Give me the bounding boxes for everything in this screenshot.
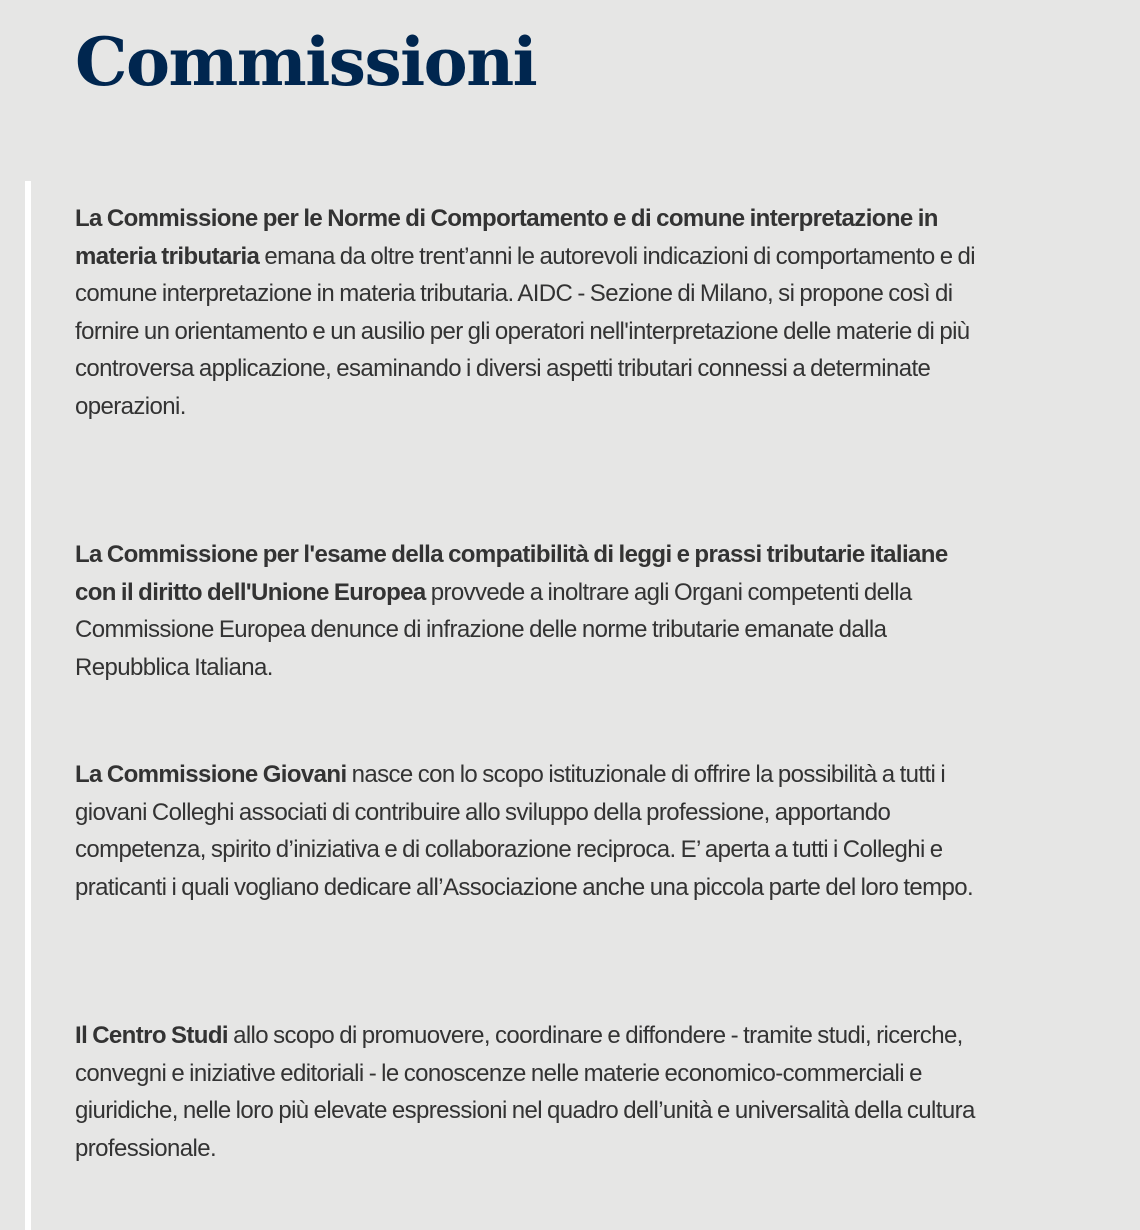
- section-heading: Il Centro Studi: [75, 1022, 228, 1049]
- section-centro-studi: [75, 1017, 985, 1167]
- section-text: emana da oltre trent’anni le autorevoli indicazioni di comportamento e di comune interpretazione in materia tributaria. AIDC - Sezione di Milano, si propone così di fornire un orientamento e un ausilio per gli operatori nell'interpretazione delle materie di più controversa applicazione, esaminando i diversi aspetti tributari connessi a determinate operazioni.: [75, 242, 975, 420]
- section-heading: La Commissione Giovani: [75, 761, 347, 788]
- page-title: Commissioni: [75, 23, 537, 101]
- section-compatibilita-ue: [75, 536, 985, 686]
- section-heading: La Commissione per le Norme di Comportamento e di comune interpretazione in materia tributaria: [75, 205, 938, 270]
- section-heading: La Commissione per l'esame della compatibilità di leggi e prassi tributarie italiane con il diritto dell'Unione Europea: [75, 541, 948, 606]
- section-text: provvede a inoltrare agli Organi competenti della Commissione Europea denunce di infrazione delle norme tributarie emanate dalla Repubblica Italiana.: [75, 578, 912, 681]
- section-text: allo scopo di promuovere, coordinare e diffondere - tramite studi, ricerche, convegni e iniziative editoriali - le conoscenze nelle materie economico-commerciali e giuridiche, nelle loro più elevate espressioni nel quadro dell’unità e universalità della cultura professionale.: [75, 1022, 975, 1162]
- section-norme-comportamento: [75, 200, 985, 425]
- accent-bar: [25, 181, 31, 1230]
- section-commissione-giovani: [75, 756, 985, 906]
- section-text: nasce con lo scopo istituzionale di offrire la possibilità a tutti i giovani Colleghi associati di contribuire allo sviluppo della professione, apportando competenza, spirito d’iniziativa e di collaborazione reciproca. E’ aperta a tutti i Colleghi e praticanti i quali vogliano dedicare all’Associazione anche una piccola parte del loro tempo.: [75, 761, 974, 901]
